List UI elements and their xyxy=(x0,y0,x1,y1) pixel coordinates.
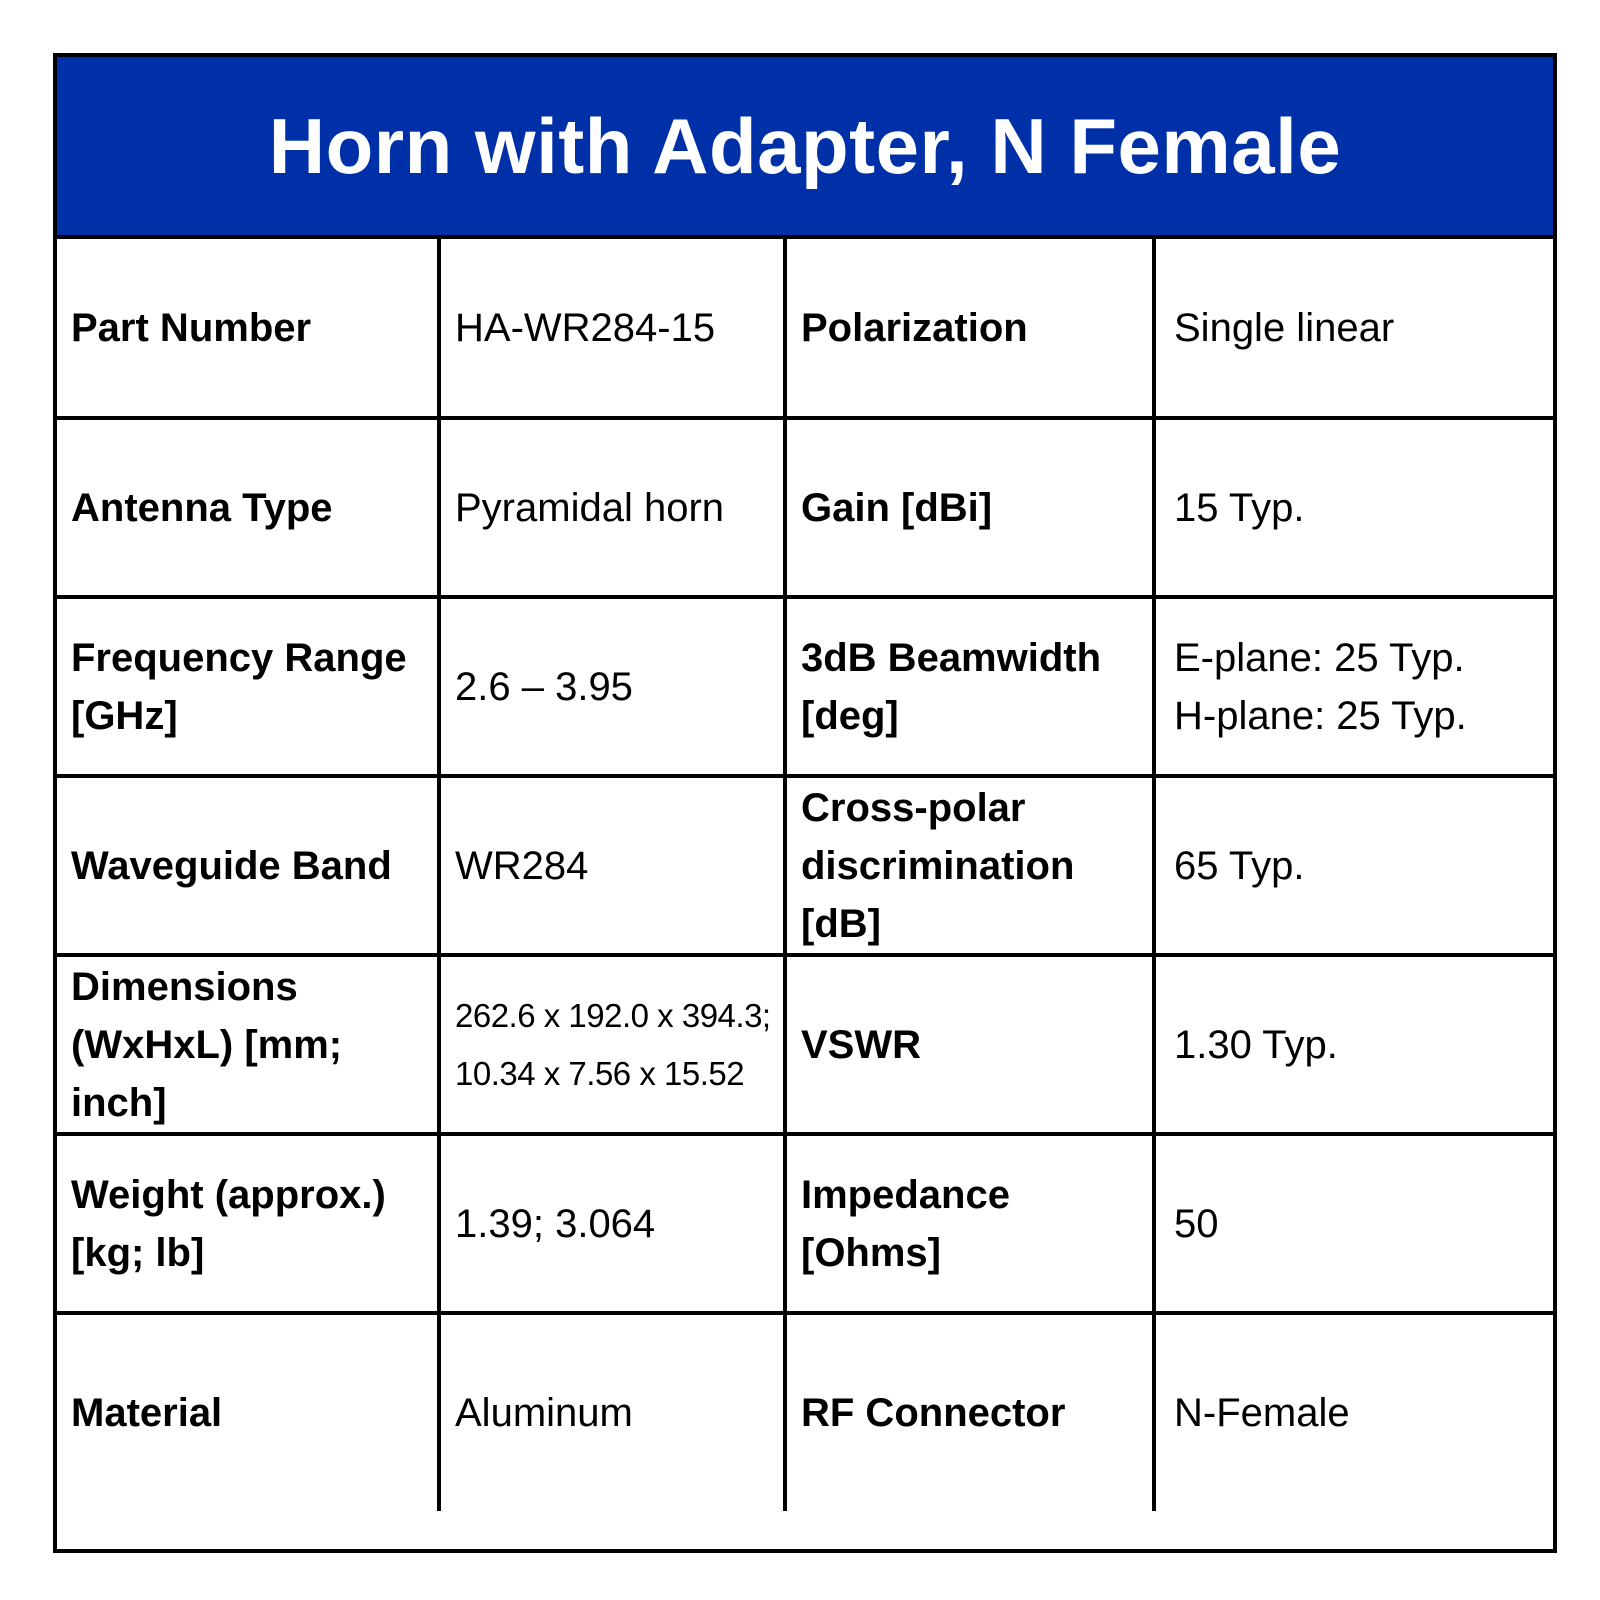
page-title: Horn with Adapter, N Female xyxy=(268,101,1342,190)
label-part-number: Part Number xyxy=(57,239,439,418)
label-gain: Gain [dBi] xyxy=(785,418,1154,597)
spec-row-material xyxy=(57,1313,1553,1511)
spec-row-dimensions xyxy=(57,955,1553,1134)
label-cross-polar: Cross-polar discrimination [dB] xyxy=(785,776,1154,955)
value-dimensions: 262.6 x 192.0 x 394.3; 10.34 x 7.56 x 15.52 xyxy=(439,955,785,1134)
value-vswr: 1.30 Typ. xyxy=(1154,955,1553,1134)
label-polarization: Polarization xyxy=(785,239,1154,418)
spec-sheet xyxy=(53,53,1557,1553)
value-waveguide-band: WR284 xyxy=(439,776,785,955)
label-weight: Weight (approx.) [kg; lb] xyxy=(57,1134,439,1313)
label-waveguide-band: Waveguide Band xyxy=(57,776,439,955)
value-polarization: Single linear xyxy=(1154,239,1553,418)
label-beamwidth: 3dB Beamwidth [deg] xyxy=(785,597,1154,776)
label-dimensions: Dimensions (WxHxL) [mm; inch] xyxy=(57,955,439,1134)
label-antenna-type: Antenna Type xyxy=(57,418,439,597)
value-gain: 15 Typ. xyxy=(1154,418,1553,597)
spec-table xyxy=(57,239,1553,1511)
spec-row-part-number xyxy=(57,239,1553,418)
value-cross-polar: 65 Typ. xyxy=(1154,776,1553,955)
title-bar xyxy=(57,57,1553,239)
spec-row-weight xyxy=(57,1134,1553,1313)
value-weight: 1.39; 3.064 xyxy=(439,1134,785,1313)
label-impedance: Impedance [Ohms] xyxy=(785,1134,1154,1313)
value-part-number: HA-WR284-15 xyxy=(439,239,785,418)
label-rf-connector: RF Connector xyxy=(785,1313,1154,1511)
label-frequency-range: Frequency Range [GHz] xyxy=(57,597,439,776)
value-beamwidth: E-plane: 25 Typ. H-plane: 25 Typ. xyxy=(1154,597,1553,776)
spec-row-frequency-range xyxy=(57,597,1553,776)
value-rf-connector: N-Female xyxy=(1154,1313,1553,1511)
spec-row-antenna-type xyxy=(57,418,1553,597)
value-impedance: 50 xyxy=(1154,1134,1553,1313)
label-material: Material xyxy=(57,1313,439,1511)
value-frequency-range: 2.6 – 3.95 xyxy=(439,597,785,776)
value-antenna-type: Pyramidal horn xyxy=(439,418,785,597)
label-vswr: VSWR xyxy=(785,955,1154,1134)
value-material: Aluminum xyxy=(439,1313,785,1511)
spec-row-waveguide-band xyxy=(57,776,1553,955)
